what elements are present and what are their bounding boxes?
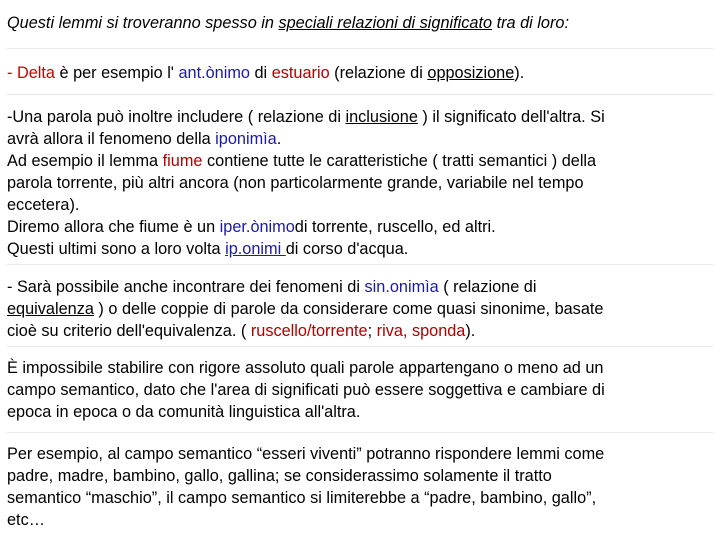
synonymy-paragraph xyxy=(7,276,713,342)
synonymy-text: cioè su criterio dell'equivalenza. ( xyxy=(7,322,251,340)
hyponymy-line xyxy=(7,106,713,128)
synonymy-line xyxy=(7,298,713,320)
example-paragraph xyxy=(7,443,713,531)
synonymy-line xyxy=(7,276,713,298)
synonymy-text: ; xyxy=(367,322,377,340)
synonymy-line xyxy=(7,320,713,342)
hyponymy-text: -Una parola può inoltre includere ( relazione di xyxy=(7,108,346,126)
hyponymy-line: parola torrente, più altri ancora (non particolarmente grande, variabile nel tempo xyxy=(7,174,584,192)
example-riva-sponda: riva, sponda xyxy=(376,322,466,340)
hyponymy-text: Ad esempio il lemma xyxy=(7,152,163,170)
hyponymy-line: eccetera). xyxy=(7,196,80,214)
term-iponimia: iponimìa xyxy=(215,130,277,148)
example-line: padre, madre, bambino, gallo, gallina; se considerassimo solamente il tratto xyxy=(7,467,552,485)
synonymy-text: ) o delle coppie di parole da considerare come quasi sinonime, basate xyxy=(93,300,604,318)
term-antonimo: ant.ònimo xyxy=(178,64,250,82)
divider xyxy=(7,48,713,49)
semantic-field-line: campo semantico, dato che l'area di significati può essere soggettiva e cambiare di xyxy=(7,381,605,399)
example-line: Per esempio, al campo semantico “esseri viventi” potranno rispondere lemmi come xyxy=(7,445,605,463)
term-delta: Delta xyxy=(16,64,55,82)
hyponymy-text: Diremo allora che fiume è un xyxy=(7,218,220,236)
divider xyxy=(7,94,713,95)
term-fiume: fiume xyxy=(162,152,203,170)
synonymy-text: ( relazione di xyxy=(438,278,537,296)
term-opposizione: opposizione xyxy=(427,64,515,82)
semantic-field-line: È impossibile stabilire con rigore assoluto quali parole appartengano o meno ad un xyxy=(7,359,604,377)
hyponymy-text: . xyxy=(276,130,282,148)
antonymy-text-2: di xyxy=(249,64,272,82)
term-sinonimia: sin.onimìa xyxy=(364,278,439,296)
term-estuario: estuario xyxy=(271,64,330,82)
hyponymy-line xyxy=(7,150,713,172)
term-equivalenza: equivalenza xyxy=(7,300,94,318)
intro-text-end: tra di loro: xyxy=(492,14,569,32)
hyponymy-line xyxy=(7,238,713,260)
hyponymy-text: avrà allora il fenomeno della xyxy=(7,130,216,148)
divider xyxy=(7,264,713,265)
semantic-field-paragraph xyxy=(7,357,713,423)
dash: - xyxy=(7,64,17,82)
antonymy-text-4: ). xyxy=(514,64,525,82)
term-inclusione: inclusione xyxy=(345,108,418,126)
divider xyxy=(7,432,713,433)
semantic-field-line: epoca in epoca o da comunità linguistica all'altra. xyxy=(7,403,361,421)
intro-paragraph xyxy=(7,12,713,34)
term-iperonimo: iper.ònimo xyxy=(219,218,295,236)
antonymy-text-1: è per esempio l' xyxy=(54,64,179,82)
antonymy-text-3: (relazione di xyxy=(329,64,428,82)
antonymy-paragraph xyxy=(7,62,713,84)
hyponymy-text: di torrente, ruscello, ed altri. xyxy=(294,218,496,236)
hyponymy-text: Questi ultimi sono a loro volta xyxy=(7,240,226,258)
hyponymy-paragraph xyxy=(7,106,713,260)
example-line: etc… xyxy=(7,511,46,529)
example-line: semantico “maschio”, il campo semantico si limiterebbe a “padre, bambino, gallo”, xyxy=(7,489,597,507)
synonymy-text: ). xyxy=(465,322,476,340)
intro-text-start: Questi lemmi si troveranno spesso in xyxy=(7,14,279,32)
divider xyxy=(7,346,713,347)
intro-underlined-text: speciali relazioni di significato xyxy=(278,14,493,32)
hyponymy-text: di corso d'acqua. xyxy=(285,240,409,258)
hyponymy-text: ) il significato dell'altra. Si xyxy=(417,108,605,126)
term-iponimi: ip.onimi xyxy=(225,240,286,258)
hyponymy-text: contiene tutte le caratteristiche ( tratti semantici ) della xyxy=(202,152,597,170)
example-ruscello-torrente: ruscello/torrente xyxy=(250,322,368,340)
synonymy-text: - Sarà possibile anche incontrare dei fenomeni di xyxy=(7,278,365,296)
hyponymy-line xyxy=(7,216,713,238)
hyponymy-line xyxy=(7,128,713,150)
